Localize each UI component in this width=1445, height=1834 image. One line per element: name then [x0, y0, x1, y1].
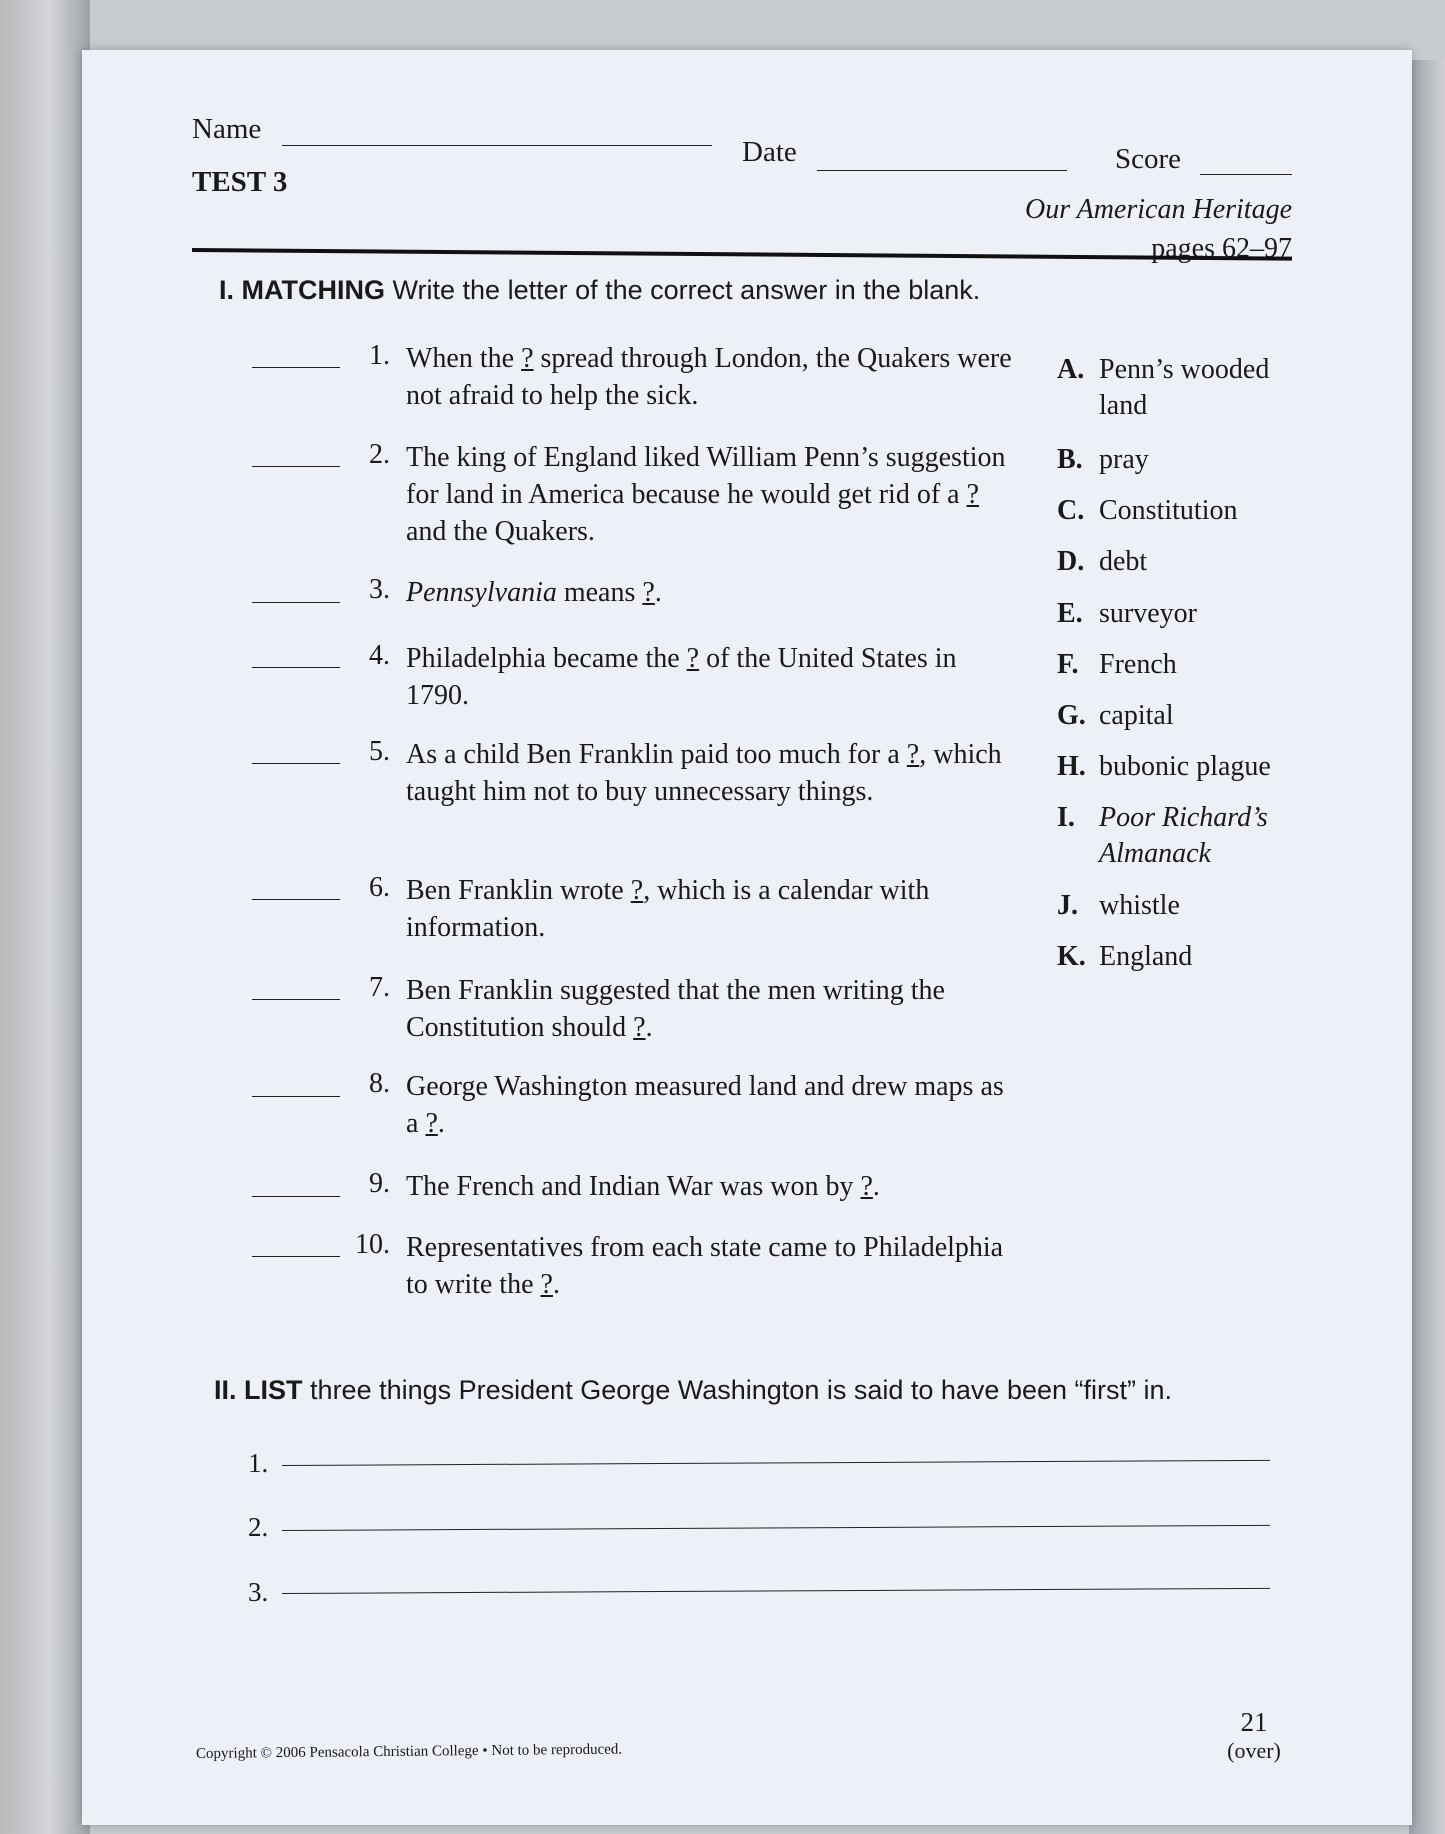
question-text: The king of England liked William Penn’s suggestion for land in America because he would get rid of a ? and the Quakers. [406, 442, 1006, 547]
choice-k: K. England [1057, 941, 1193, 972]
section1-title: MATCHING [241, 275, 386, 305]
question-number: 9. [369, 1168, 390, 1199]
question-text: Ben Franklin wrote ?, which is a calendar with information. [406, 875, 930, 943]
page-edge [1409, 60, 1445, 1834]
name-line[interactable] [282, 145, 712, 146]
section1-numeral: I. [219, 275, 235, 305]
score-line[interactable] [1200, 174, 1292, 175]
question-number: 5. [369, 736, 390, 767]
list-answer-line-2[interactable] [282, 1525, 1270, 1531]
answer-blank-4[interactable] [252, 667, 340, 668]
answer-blank-9[interactable] [252, 1196, 340, 1197]
question-number: 8. [369, 1068, 390, 1099]
answer-blank-5[interactable] [252, 763, 340, 764]
copyright-notice: Copyright © 2006 Pensacola Christian College • Not to be reproduced. [195, 1741, 623, 1762]
question-number: 3. [369, 574, 390, 605]
choice-b: B. pray [1057, 444, 1149, 475]
answer-blank-6[interactable] [252, 899, 340, 900]
answer-blank-2[interactable] [252, 466, 340, 467]
page-number: 21 [1240, 1707, 1268, 1737]
list-item-number: 2. [248, 1512, 269, 1542]
question-number: 2. [369, 439, 390, 470]
section1-heading [219, 275, 980, 306]
choice-h: H. bubonic plague [1057, 751, 1271, 782]
question-number: 6. [369, 872, 390, 903]
date-line[interactable] [817, 170, 1067, 171]
choice-d: D. debt [1057, 546, 1148, 577]
list-item-number: 1. [248, 1448, 269, 1478]
answer-blank-10[interactable] [252, 1256, 340, 1257]
book-title: Our American Heritage [1025, 194, 1292, 225]
question-text: Representatives from each state came to Philadelphia to write the ?. [406, 1232, 1004, 1300]
section1-instruction: Write the letter of the correct answer in the blank. [392, 275, 981, 305]
answer-blank-3[interactable] [252, 602, 340, 603]
question-text: The French and Indian War was won by ?. [406, 1171, 880, 1202]
choice-a: A. Penn’s wooded land [1057, 354, 1270, 421]
score-label: Score [1115, 143, 1182, 175]
answer-blank-7[interactable] [252, 999, 340, 1000]
question-text: George Washington measured land and drew maps as a ?. [406, 1071, 1004, 1139]
over-note: (over) [1227, 1738, 1281, 1763]
question-text: As a child Ben Franklin paid too much for a ?, which taught him not to buy unnecessary things. [406, 739, 1002, 807]
choice-i: I. Poor Richard’s Almanack [1057, 802, 1268, 869]
choice-g: G. capital [1057, 700, 1174, 731]
test-page [82, 50, 1412, 1825]
question-text: Pennsylvania means ?. [406, 577, 662, 608]
question-text: When the ? spread through London, the Quakers were not afraid to help the sick. [406, 343, 1012, 411]
answer-blank-8[interactable] [252, 1096, 340, 1097]
question-text: Philadelphia became the ? of the United States in 1790. [406, 643, 957, 711]
question-number: 4. [369, 640, 390, 671]
header-rule [192, 248, 1292, 261]
list-item-number: 3. [248, 1577, 269, 1607]
section2-heading [214, 1375, 1172, 1406]
list-answer-line-1[interactable] [282, 1460, 1270, 1466]
date-label: Date [742, 136, 797, 168]
question-text: Ben Franklin suggested that the men writing the Constitution should ?. [406, 975, 945, 1043]
section2-numeral: II. [214, 1375, 237, 1405]
section2-title: LIST [244, 1375, 303, 1405]
section2-instruction: three things President George Washington is said to have been “first” in. [310, 1375, 1173, 1405]
book-binding [0, 0, 90, 1834]
choice-f: F. French [1057, 649, 1177, 680]
choice-e: E. surveyor [1057, 598, 1197, 629]
test-title: TEST 3 [192, 166, 288, 198]
choice-c: C. Constitution [1057, 495, 1238, 526]
list-answer-line-3[interactable] [282, 1588, 1270, 1594]
choice-j: J. whistle [1057, 890, 1180, 921]
answer-blank-1[interactable] [252, 367, 340, 368]
question-number: 10. [355, 1229, 390, 1260]
page-range: pages 62–97 [1151, 233, 1292, 264]
question-number: 1. [369, 340, 390, 371]
name-label: Name [192, 113, 262, 145]
question-number: 7. [369, 972, 390, 1003]
